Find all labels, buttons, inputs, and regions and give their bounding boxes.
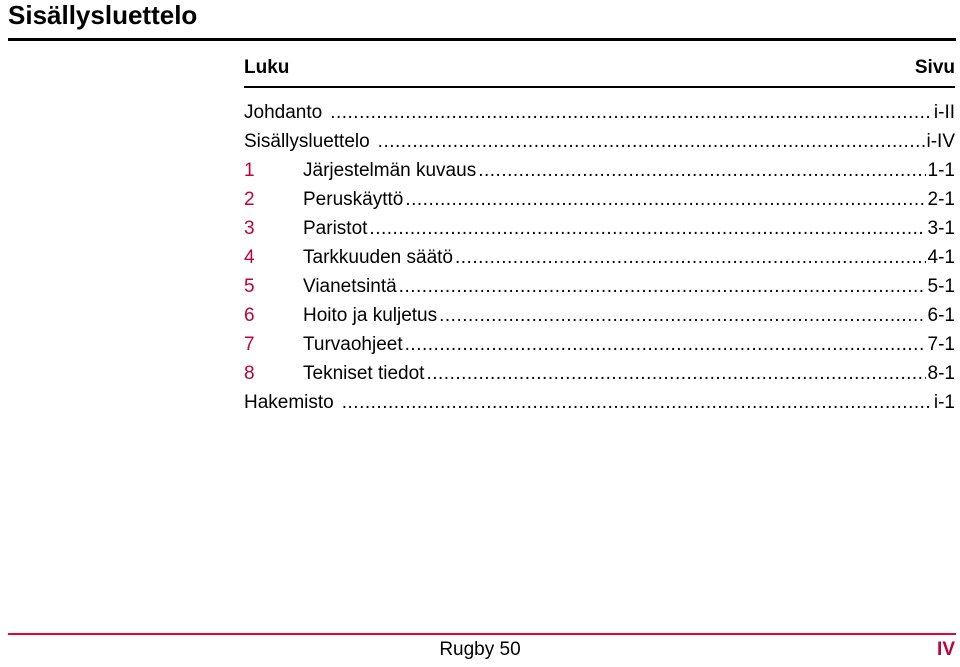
toc-entry-page: 6-1 [927, 305, 955, 326]
toc-entry-page: i-1 [933, 392, 955, 413]
footer-divider [8, 633, 956, 635]
toc-entry-title: Tarkkuuden säätö [303, 247, 453, 268]
toc-entry[interactable] [244, 156, 955, 185]
page-title: Sisällysluettelo [8, 0, 198, 30]
toc-entry-page: 7-1 [927, 334, 955, 355]
toc-entry[interactable] [244, 127, 955, 156]
toc-entry[interactable] [244, 388, 955, 417]
toc-entry-number: 1 [244, 160, 255, 181]
toc-entry-number: 5 [244, 276, 255, 297]
toc-entry-number: 8 [244, 363, 255, 384]
toc-entry[interactable] [244, 359, 955, 388]
toc-entry-number: 4 [244, 247, 255, 268]
chapter-column-label: Luku [244, 57, 290, 78]
toc-header [244, 57, 955, 79]
toc-entry-page: 1-1 [927, 160, 955, 181]
dot-leader [369, 214, 925, 243]
dot-leader [378, 127, 925, 156]
toc-entry[interactable] [244, 214, 955, 243]
toc-entry-page: 2-1 [927, 189, 955, 210]
dot-leader [342, 388, 932, 417]
toc-entry-number: 2 [244, 189, 255, 210]
toc-entry-page: i-II [933, 102, 955, 123]
toc-entry-page: 5-1 [927, 276, 955, 297]
toc-entry[interactable] [244, 243, 955, 272]
toc-entry-page: i-IV [926, 131, 955, 152]
toc-entry[interactable] [244, 185, 955, 214]
page-column-label: Sivu [914, 57, 955, 78]
toc-entry-title: Tekniset tiedot [303, 363, 425, 384]
toc-entry-title: Järjestelmän kuvaus [303, 160, 477, 181]
toc-entry-title: Sisällysluettelo [244, 131, 370, 152]
table-of-contents [244, 98, 955, 417]
toc-entry[interactable] [244, 301, 955, 330]
dot-leader [399, 272, 926, 301]
toc-entry-title: Peruskäyttö [303, 189, 404, 210]
dot-leader [455, 243, 926, 272]
toc-entry-page: 4-1 [927, 247, 955, 268]
dot-leader [405, 330, 926, 359]
toc-entry-title: Turvaohjeet [303, 334, 403, 355]
toc-entry-title: Vianetsintä [303, 276, 397, 297]
dot-leader [439, 301, 925, 330]
toc-entry-title: Johdanto [244, 102, 323, 123]
title-divider [8, 38, 956, 41]
toc-entry-number: 3 [244, 218, 255, 239]
toc-entry[interactable] [244, 98, 955, 127]
toc-entry-page: 3-1 [927, 218, 955, 239]
header-divider [244, 86, 955, 88]
footer-product-name: Rugby 50 [439, 639, 521, 660]
dot-leader [478, 156, 925, 185]
toc-entry[interactable] [244, 272, 955, 301]
dot-leader [330, 98, 932, 127]
dot-leader [405, 185, 925, 214]
toc-entry-page: 8-1 [927, 363, 955, 384]
footer-page-number: IV [937, 639, 955, 660]
toc-entry-title: Hoito ja kuljetus [303, 305, 438, 326]
dot-leader [426, 359, 925, 388]
toc-entry-title: Hakemisto [244, 392, 334, 413]
toc-entry-title: Paristot [303, 218, 368, 239]
toc-entry-number: 6 [244, 305, 255, 326]
toc-entry-number: 7 [244, 334, 255, 355]
toc-entry[interactable] [244, 330, 955, 359]
